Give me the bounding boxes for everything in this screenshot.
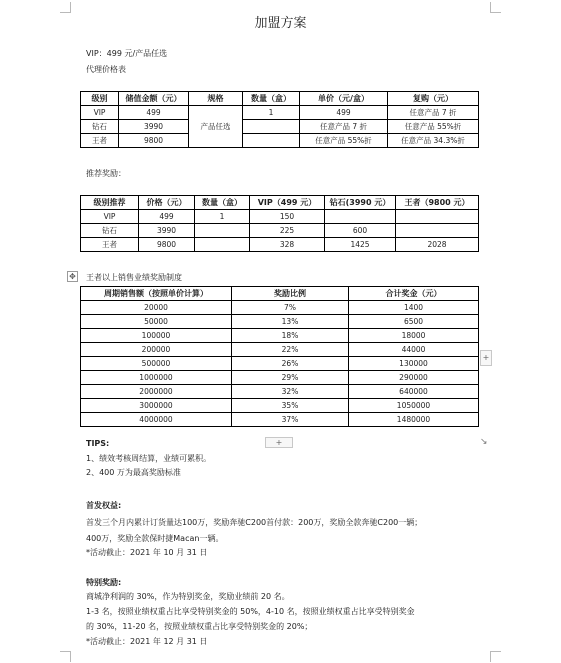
table-row [81, 315, 479, 329]
table-cell: 18000 [349, 329, 479, 343]
table-cell: 640000 [349, 385, 479, 399]
table-row [81, 134, 479, 148]
table-cell: 王者 [81, 134, 119, 148]
table-cell [396, 224, 479, 238]
table-cell: 钻石 [81, 224, 139, 238]
vip-line: VIP：499 元/产品任选 [86, 49, 168, 58]
header-cell: 合计奖金（元） [349, 287, 479, 301]
table-cell: 9800 [119, 134, 189, 148]
table-cell: 4000000 [81, 413, 232, 427]
header-cell: 王者（9800 元） [396, 196, 479, 210]
price-table [80, 91, 479, 148]
table-row [81, 371, 479, 385]
document-title: 加盟方案 [254, 16, 307, 31]
tips-item: 2、400 万为最高奖励标准 [86, 468, 181, 477]
corner-mark-bottom-right [490, 651, 501, 662]
header-cell: 数量（盒） [195, 196, 250, 210]
table-cell: 130000 [349, 357, 479, 371]
table-cell: 1000000 [81, 371, 232, 385]
table-cell: 37% [232, 413, 349, 427]
special-award-heading: 特别奖励: [86, 578, 122, 587]
table-cell: 2028 [396, 238, 479, 252]
referral-table [80, 195, 479, 252]
header-cell: 钻石(3990 元） [325, 196, 396, 210]
table-row [81, 399, 479, 413]
table-resize-handle-icon[interactable]: ↘ [480, 437, 488, 447]
header-cell: VIP（499 元） [250, 196, 325, 210]
table-move-handle-icon[interactable]: ✥ [67, 271, 78, 282]
tips-item: 1、绩效考核周结算，业绩可累积。 [86, 454, 212, 463]
table-row [81, 120, 479, 134]
sales-bonus-caption: 王者以上销售业绩奖励制度 [86, 273, 182, 282]
header-cell: 规格 [189, 92, 243, 106]
table-cell [325, 210, 396, 224]
add-column-button[interactable]: + [480, 350, 492, 366]
table-cell: 3990 [119, 120, 189, 134]
price-table-caption: 代理价格表 [86, 65, 126, 74]
header-cell: 级别推荐 [81, 196, 139, 210]
header-cell: 奖励比例 [232, 287, 349, 301]
table-cell: 3000000 [81, 399, 232, 413]
table-row [81, 385, 479, 399]
table-row [81, 413, 479, 427]
table-header-row [81, 287, 479, 301]
table-cell: 1 [195, 210, 250, 224]
table-cell: 29% [232, 371, 349, 385]
header-cell: 价格（元） [139, 196, 195, 210]
table-cell: 600 [325, 224, 396, 238]
table-cell: 王者 [81, 238, 139, 252]
table-cell [396, 210, 479, 224]
header-cell: 级别 [81, 92, 119, 106]
table-row [81, 238, 479, 252]
table-cell: 7% [232, 301, 349, 315]
special-award-line: 商城净利润的 30%，作为特别奖金，奖励业绩前 20 名。 [86, 592, 290, 601]
table-cell: 35% [232, 399, 349, 413]
table-cell: 150 [250, 210, 325, 224]
add-row-button[interactable]: + [265, 437, 293, 448]
table-cell: 任意产品 7 折 [300, 120, 388, 134]
table-cell: 任意产品 55%折 [388, 120, 479, 134]
special-award-line: 1-3 名，按照业绩权重占比享受特别奖金的 50%，4-10 名，按照业绩权重占比享受特别奖金 [86, 607, 415, 616]
table-cell: 499 [300, 106, 388, 120]
sales-bonus-table [80, 286, 479, 427]
table-cell: 18% [232, 329, 349, 343]
header-cell: 周期销售额（按照单价计算） [81, 287, 232, 301]
first-launch-line: 400万，奖励全款保时捷Macan一辆。 [86, 534, 224, 543]
table-cell: 9800 [139, 238, 195, 252]
table-cell: 1480000 [349, 413, 479, 427]
first-launch-deadline: *活动截止：2021 年 10 月 31 日 [86, 548, 208, 557]
table-cell [195, 224, 250, 238]
spec-merged-cell: 产品任选 [189, 106, 243, 148]
special-award-line: 的 30%，11-20 名，按照业绩权重占比享受特别奖金的 20%； [86, 622, 313, 631]
table-cell: 6500 [349, 315, 479, 329]
header-cell: 复购（元） [388, 92, 479, 106]
table-cell: VIP [81, 106, 119, 120]
table-cell [243, 134, 300, 148]
table-cell: 500000 [81, 357, 232, 371]
table-row [81, 210, 479, 224]
table-row [81, 343, 479, 357]
table-row [81, 357, 479, 371]
table-header-row [81, 92, 479, 106]
table-cell [195, 238, 250, 252]
special-award-deadline: *活动截止：2021 年 12 月 31 日 [86, 637, 208, 646]
table-cell: 1425 [325, 238, 396, 252]
table-row [81, 301, 479, 315]
table-cell: 26% [232, 357, 349, 371]
table-cell: 100000 [81, 329, 232, 343]
table-cell: 22% [232, 343, 349, 357]
first-launch-line: 首发三个月内累计订货量达100万，奖励奔驰C200首付款：200万，奖励全款奔驰C200一辆； [86, 518, 423, 527]
table-cell: 13% [232, 315, 349, 329]
table-cell: 328 [250, 238, 325, 252]
table-cell: 2000000 [81, 385, 232, 399]
table-cell: 20000 [81, 301, 232, 315]
table-cell: 3990 [139, 224, 195, 238]
table-header-row [81, 196, 479, 210]
table-row [81, 329, 479, 343]
table-cell [243, 120, 300, 134]
header-cell: 单价（元/盒） [300, 92, 388, 106]
header-cell: 数量（盒） [243, 92, 300, 106]
tips-heading: TIPS: [86, 439, 110, 448]
table-cell: 290000 [349, 371, 479, 385]
corner-mark-bottom-left [60, 651, 71, 662]
table-cell: 499 [119, 106, 189, 120]
header-cell: 储值金额（元） [119, 92, 189, 106]
referral-caption: 推荐奖励： [86, 169, 126, 178]
table-row [81, 224, 479, 238]
table-cell: 1050000 [349, 399, 479, 413]
table-cell: 50000 [81, 315, 232, 329]
table-cell: 225 [250, 224, 325, 238]
first-launch-heading: 首发权益: [86, 501, 122, 510]
table-cell: 32% [232, 385, 349, 399]
table-cell: 任意产品 34.3%折 [388, 134, 479, 148]
table-cell: VIP [81, 210, 139, 224]
table-cell: 1400 [349, 301, 479, 315]
table-cell: 任意产品 55%折 [300, 134, 388, 148]
table-cell: 44000 [349, 343, 479, 357]
table-cell: 钻石 [81, 120, 119, 134]
table-cell: 1 [243, 106, 300, 120]
table-cell: 499 [139, 210, 195, 224]
table-cell: 任意产品 7 折 [388, 106, 479, 120]
table-cell: 200000 [81, 343, 232, 357]
table-row [81, 106, 479, 120]
